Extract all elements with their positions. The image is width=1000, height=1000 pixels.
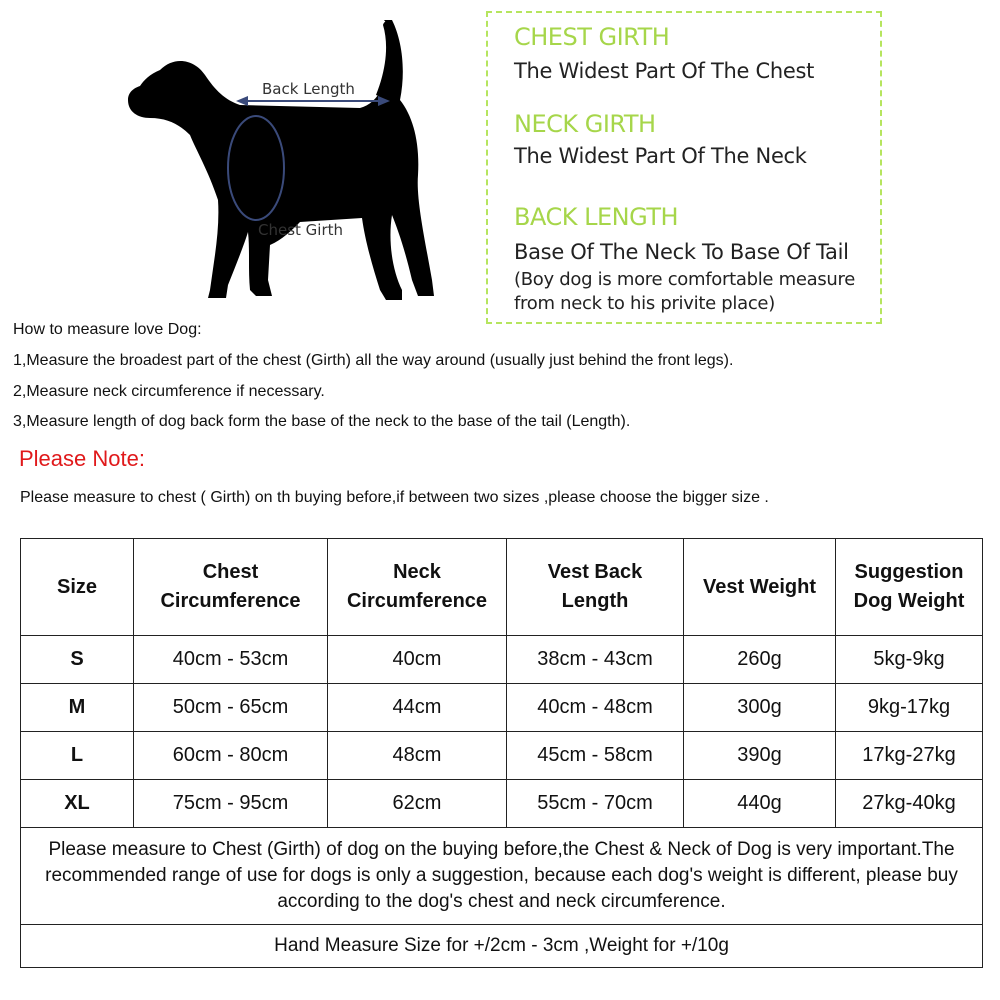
back-length-label: Back Length [262, 80, 355, 98]
table-header-row [21, 539, 983, 636]
table-row [21, 732, 983, 780]
dog-measurement-diagram [0, 0, 480, 315]
please-note-text: Please measure to chest ( Girth) on th buying before,if between two sizes ,please choose the bigger size . [20, 489, 769, 506]
legend-heading-back-length: BACK LENGTH [514, 203, 679, 231]
cell-vest-weight: 440g [684, 780, 836, 828]
legend-text-back-length: Base Of The Neck To Base Of Tail [514, 240, 849, 264]
header-vest-weight: Vest Weight [684, 539, 836, 636]
measurement-legend-box [486, 11, 882, 324]
legend-text-neck-girth: The Widest Part Of The Neck [514, 144, 807, 168]
cell-size: XL [21, 780, 134, 828]
dog-silhouette-icon [0, 0, 480, 315]
cell-chest: 60cm - 80cm [134, 732, 328, 780]
table-footer-tolerance-row [21, 925, 983, 968]
cell-vest-weight: 390g [684, 732, 836, 780]
please-note-title: Please Note: [19, 446, 145, 471]
header-dog-weight: Suggestion Dog Weight [836, 539, 983, 636]
footer-tolerance: Hand Measure Size for +/2cm - 3cm ,Weight for +/10g [21, 925, 983, 968]
cell-back-length: 45cm - 58cm [507, 732, 684, 780]
table-row [21, 684, 983, 732]
cell-neck: 62cm [328, 780, 507, 828]
cell-vest-weight: 260g [684, 636, 836, 684]
legend-note-line-2: from neck to his privite place) [514, 293, 775, 314]
cell-back-length: 55cm - 70cm [507, 780, 684, 828]
legend-heading-neck-girth: NECK GIRTH [514, 110, 656, 138]
cell-chest: 50cm - 65cm [134, 684, 328, 732]
chest-girth-label: Chest Girth [258, 221, 344, 239]
cell-dog-weight: 5kg-9kg [836, 636, 983, 684]
cell-back-length: 40cm - 48cm [507, 684, 684, 732]
cell-dog-weight: 27kg-40kg [836, 780, 983, 828]
header-size: Size [21, 539, 134, 636]
instruction-step-2: 2,Measure neck circumference if necessary. [13, 383, 325, 400]
cell-neck: 44cm [328, 684, 507, 732]
table-footer-note-row [21, 828, 983, 925]
instruction-step-1: 1,Measure the broadest part of the chest (Girth) all the way around (usually just behind the front legs). [13, 352, 734, 369]
cell-size: M [21, 684, 134, 732]
cell-dog-weight: 17kg-27kg [836, 732, 983, 780]
header-vest-back-length: Vest Back Length [507, 539, 684, 636]
cell-chest: 40cm - 53cm [134, 636, 328, 684]
size-chart-table [20, 538, 983, 968]
instruction-step-3: 3,Measure length of dog back form the base of the neck to the base of the tail (Length). [13, 413, 631, 430]
footer-note: Please measure to Chest (Girth) of dog on the buying before,the Chest & Neck of Dog is very important.The recommended range of use for dogs is only a suggestion, because each dog's weight is different, please buy according to the dog's chest and neck circumference. [21, 828, 983, 925]
cell-back-length: 38cm - 43cm [507, 636, 684, 684]
cell-dog-weight: 9kg-17kg [836, 684, 983, 732]
table-row [21, 780, 983, 828]
legend-note-line-1: (Boy dog is more comfortable measure [514, 269, 856, 290]
cell-size: S [21, 636, 134, 684]
cell-vest-weight: 300g [684, 684, 836, 732]
cell-chest: 75cm - 95cm [134, 780, 328, 828]
legend-text-chest-girth: The Widest Part Of The Chest [514, 59, 815, 83]
header-chest-circumference: Chest Circumference [134, 539, 328, 636]
cell-neck: 48cm [328, 732, 507, 780]
legend-heading-chest-girth: CHEST GIRTH [514, 23, 670, 51]
header-neck-circumference: Neck Circumference [328, 539, 507, 636]
cell-size: L [21, 732, 134, 780]
cell-neck: 40cm [328, 636, 507, 684]
instructions-title: How to measure love Dog: [13, 321, 202, 338]
table-row [21, 636, 983, 684]
